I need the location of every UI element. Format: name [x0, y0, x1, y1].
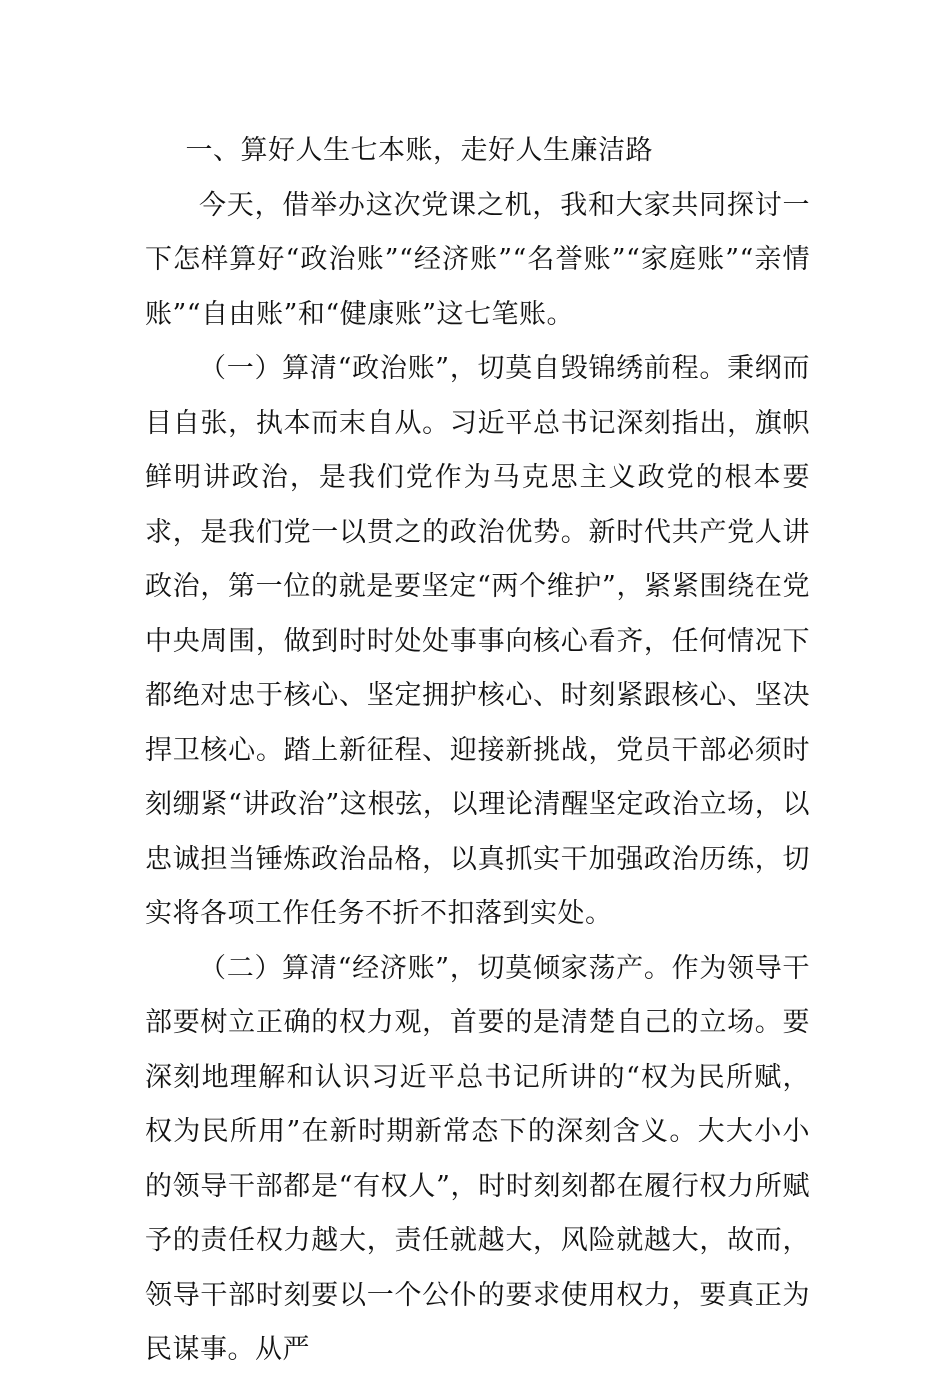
economic-account-paragraph: （二）算清“经济账”，切莫倾家荡产。作为领导干部要树立正确的权力观，首要的是清楚自己的立场。要深刻地理解和认识习近平总书记所讲的“权为民所赋，权为民所用”在新时期新常态下的深刻含义。大大小小的领导干部都是“有权人”，时时刻刻都在履行权力所赋予的责任权力越大，责任就越大，风险就越大，故而，领导干部时刻要以一个公仆的要求使用权力，要真正为民谋事。从严: [145, 952, 810, 1365]
intro-paragraph: 今天，借举办这次党课之机，我和大家共同探讨一下怎样算好“政治账”“经济账”“名誉账”“家庭账”“亲情账”“自由账”和“健康账”这七笔账。: [145, 189, 810, 330]
political-account-paragraph: （一）算清“政治账”，切莫自毁锦绣前程。秉纲而目自张，执本而末自从。习近平总书记深刻指出，旗帜鲜明讲政治，是我们党作为马克思主义政党的根本要求，是我们党一以贯之的政治优势。新时代共产党人讲政治，第一位的就是要坚定“两个维护”，紧紧围绕在党中央周围，做到时时处处事事向核心看齐，任何情况下都绝对忠于核心、坚定拥护核心、时刻紧跟核心、坚决捍卫核心。踏上新征程、迎接新挑战，党员干部必须时刻绷紧“讲政治”这根弦，以理论清醒坚定政治立场，以忠诚担当锤炼政治品格，以真抓实干加强政治历练，切实将各项工作任务不折不扣落到实处。: [145, 353, 810, 929]
section-heading: 一、算好人生七本账，走好人生廉洁路: [185, 135, 653, 166]
document-body: [145, 124, 810, 1378]
